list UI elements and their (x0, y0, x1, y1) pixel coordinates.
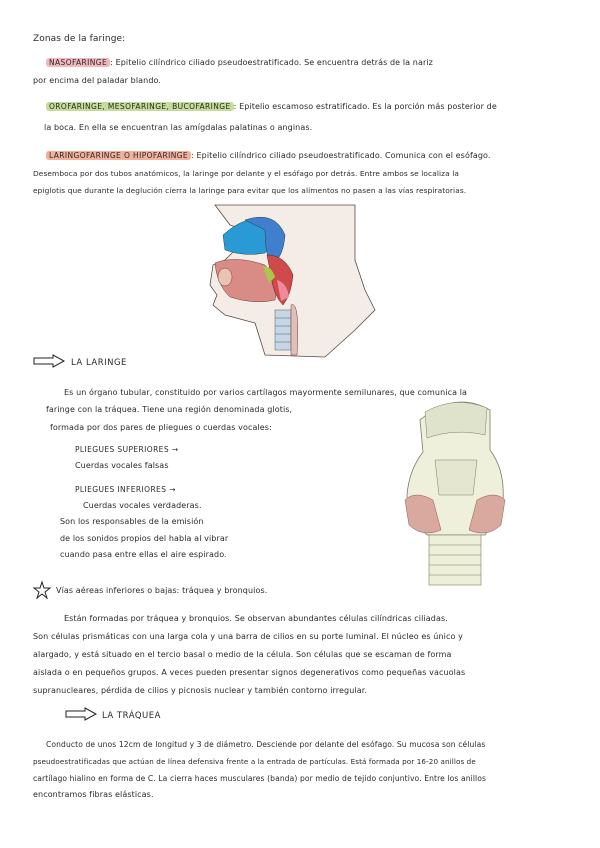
traquea-line-2: pseudoestratificadas que actúan de línea defensiva frente a la entrada de partículas. Está formada por 16-20 anillos de (33, 757, 476, 766)
traquea-heading: LA TRÁQUEA (102, 711, 161, 721)
laringe-heading: LA LARINGE (71, 358, 127, 368)
laringofaringe-desc-2: Desemboca por dos tubos anatómicos, la laringe por delante y el esófago por detrás. Entre ambos se localiza la (33, 169, 459, 178)
vias-line-2: Son células prismáticas con una larga cola y una barra de cilios en su porte luminal. El núcleo es único y (33, 632, 463, 641)
nasofaringe-desc-1: : Epitelio cilíndrico ciliado pseudoestratificado. Se encuentra detrás de la nariz (110, 58, 433, 67)
star-icon (33, 581, 51, 599)
responsables-line-2: de los sonidos propios del habla al vibrar (60, 534, 229, 543)
cuerdas-verdaderas: Cuerdas vocales verdaderas. (83, 501, 202, 510)
traquea-line-4: encontramos fibras elásticas. (33, 790, 154, 799)
vias-line-1: Están formadas por tráquea y bronquios. Se observan abundantes células cilíndricas ciliadas. (64, 614, 448, 623)
laringe-line-2: faringe con la tráquea. Tiene una región denominada glotis, (46, 405, 293, 414)
responsables-line-3: cuando pasa entre ellas el aire espirado. (60, 550, 227, 559)
pliegues-superiores: PLIEGUES SUPERIORES → (75, 445, 179, 454)
vias-line-5: supranucleares, pérdida de cilios y picnosis nuclear y también contorno irregular. (33, 686, 368, 695)
laringe-line-3: formada por dos pares de pliegues o cuerdas vocales: (50, 423, 272, 432)
orofaringe-desc-2: la boca. En ella se encuentran las amígdalas palatinas o anginas. (44, 123, 313, 132)
orofaringe-line-1 (46, 102, 497, 111)
responsables-line-1: Son los responsables de la emisión (60, 517, 204, 526)
arrow-right-icon (33, 355, 65, 367)
nasofaringe-label: NASOFARINGE (46, 58, 110, 67)
cuerdas-falsas: Cuerdas vocales falsas (75, 461, 169, 470)
larynx-illustration (395, 390, 515, 590)
pliegues-inferiores: PLIEGUES INFERIORES → (75, 485, 176, 494)
arrow-right-icon (65, 708, 97, 720)
laringofaringe-label: LARINGOFARINGE O HIPOFARINGE (46, 151, 191, 160)
orofaringe-desc-1: : Epitelio escamoso estratificado. Es la porción más posterior de (233, 102, 497, 111)
page-title: Zonas de la faringe: (33, 34, 126, 44)
laringofaringe-desc-3: epiglotis que durante la deglución cierra la laringe para evitar que los alimentos no pasen a las vías respiratorias. (33, 186, 467, 195)
vias-line-4: aislada o en pequeños grupos. A veces pueden presentar signos degenerativos como pequeñas vacuolas (33, 668, 466, 677)
traquea-line-3: cartílago hialino en forma de C. La cierra haces musculares (banda) por medio de tejido conjuntivo. Entre los anillos (33, 774, 487, 783)
nasofaringe-desc-2: por encima del paladar blando. (33, 76, 161, 85)
laringe-line-1: Es un órgano tubular, constituido por varios cartílagos mayormente semilunares, que comunica la (64, 388, 468, 397)
nasofaringe-line-1 (46, 58, 433, 67)
vias-bajas-title: Vías aéreas inferiores o bajas: tráquea y bronquios. (56, 586, 268, 595)
laringofaringe-line-1 (46, 151, 491, 160)
vias-line-3: alargado, y está situado en el tercio basal o medio de la célula. Son células que se escaman de forma (33, 650, 452, 659)
pharynx-illustration (205, 205, 375, 365)
laringofaringe-desc-1: : Epitelio cilíndrico ciliado pseudoestratificado. Comunica con el esófago. (191, 151, 491, 160)
orofaringe-label: OROFARINGE, MESOFARINGE, BUCOFARINGE (46, 102, 234, 111)
traquea-line-1: Conducto de unos 12cm de longitud y 3 de diámetro. Desciende por delante del esófago. Su mucosa son células (46, 740, 486, 749)
